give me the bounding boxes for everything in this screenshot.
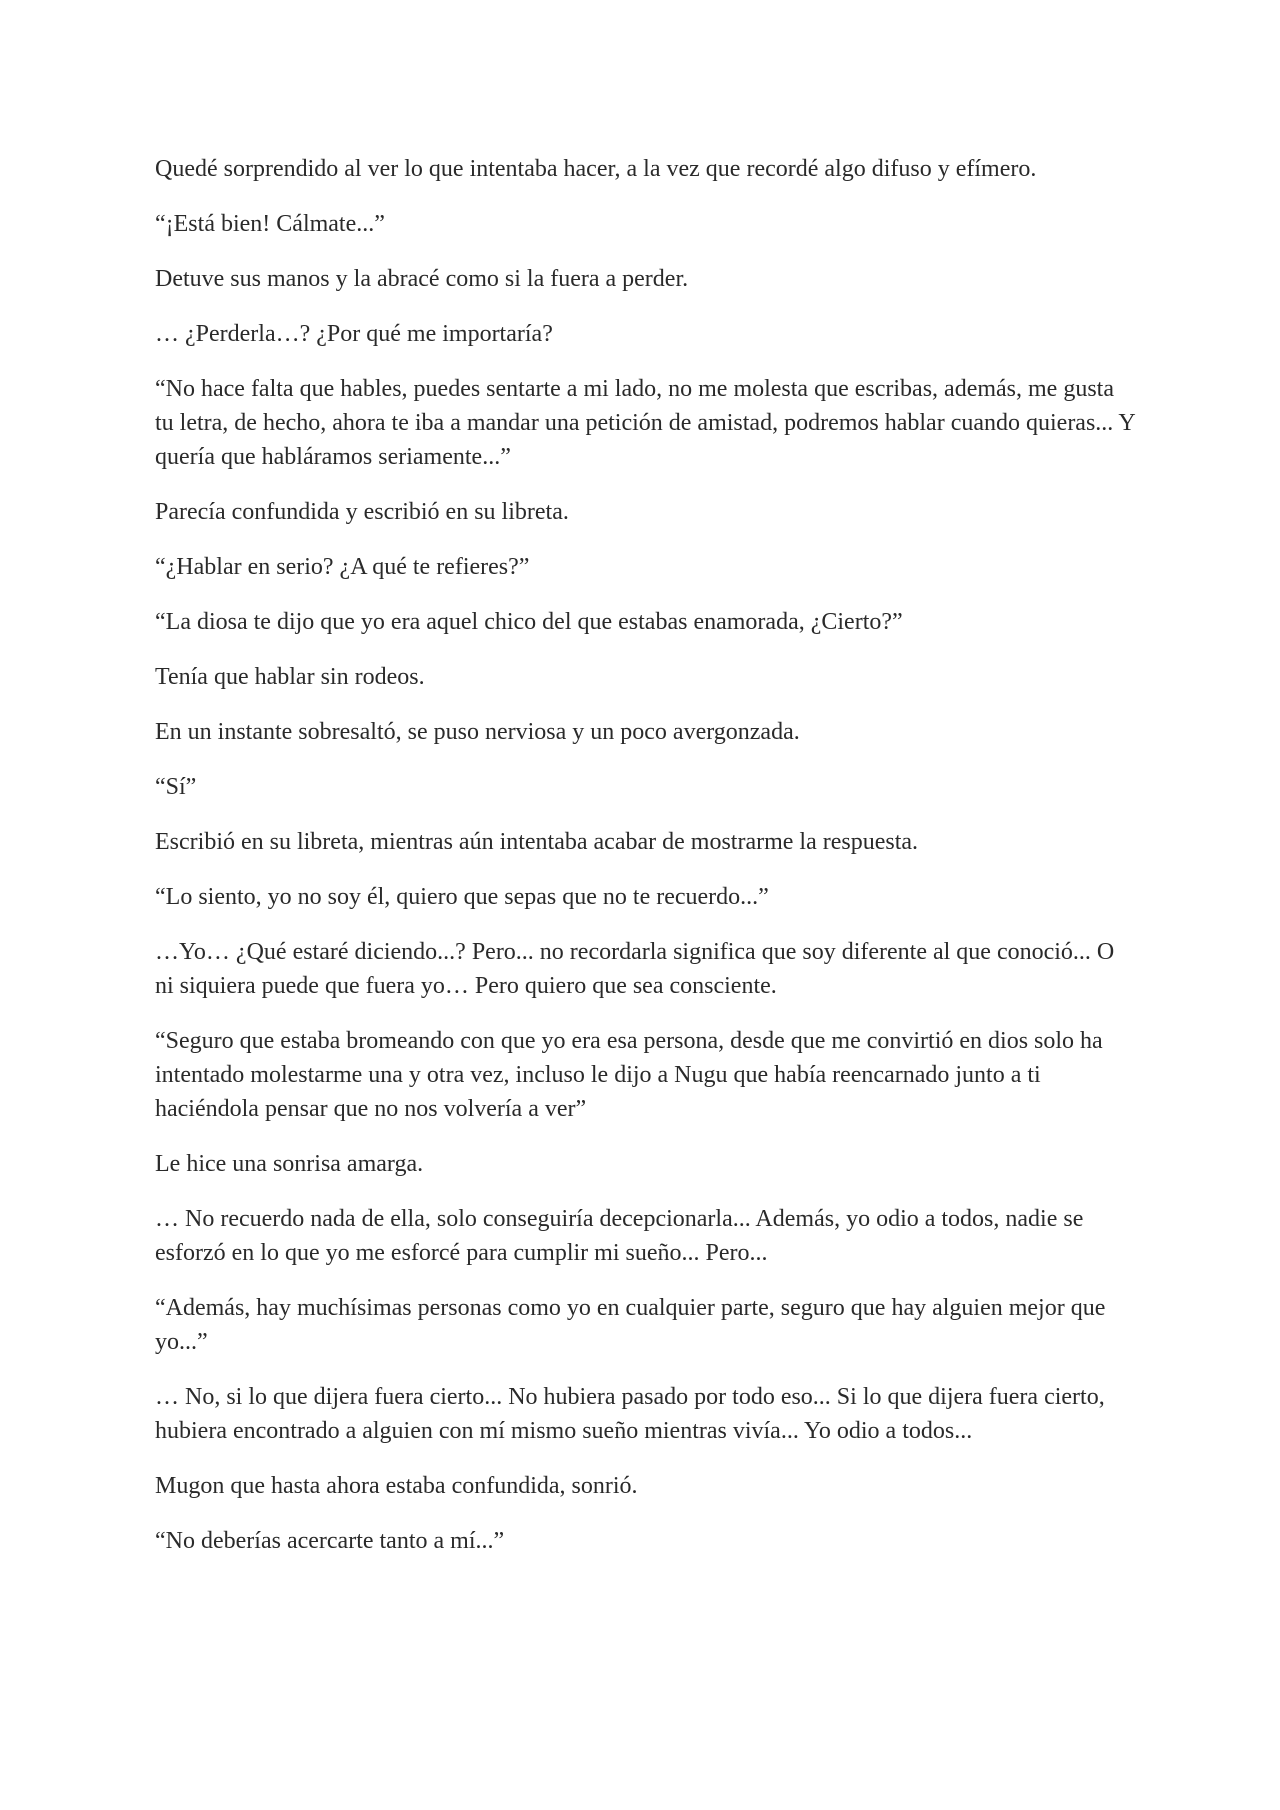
paragraph: Parecía confundida y escribió en su libreta. [155, 499, 569, 525]
paragraph: Mugon que hasta ahora estaba confundida, sonrió. [155, 1473, 638, 1499]
paragraph: Detuve sus manos y la abracé como si la fuera a perder. [155, 266, 689, 292]
paragraph: “Seguro que estaba bromeando con que yo era esa persona, desde que me convirtió en dios solo ha intentado molestarme una y otra vez, incluso le dijo a Nugu que había reencarnado junto a ti haciéndola pensar que no nos volvería a ver” [155, 1028, 1103, 1122]
paragraph: … No recuerdo nada de ella, solo conseguiría decepcionarla... Además, yo odio a todos, nadie se esforzó en lo que yo me esforcé para cumplir mi sueño... Pero... [155, 1206, 1084, 1266]
paragraph: “¡Está bien! Cálmate...” [155, 211, 385, 237]
paragraph: Tenía que hablar sin rodeos. [155, 664, 425, 690]
paragraph: … ¿Perderla…? ¿Por qué me importaría? [155, 321, 553, 347]
paragraph: Le hice una sonrisa amarga. [155, 1151, 424, 1177]
paragraph: “La diosa te dijo que yo era aquel chico del que estabas enamorada, ¿Cierto?” [155, 609, 903, 635]
paragraph: En un instante sobresaltó, se puso nerviosa y un poco avergonzada. [155, 719, 800, 745]
paragraph: “Además, hay muchísimas personas como yo en cualquier parte, seguro que hay alguien mejor que yo...” [155, 1295, 1106, 1355]
paragraph: … No, si lo que dijera fuera cierto... No hubiera pasado por todo eso... Si lo que dijera fuera cierto, hubiera encontrado a alguien con mí mismo sueño mientras vivía... Yo odio a todos... [155, 1384, 1105, 1444]
document-body [155, 152, 1135, 1579]
paragraph: “Lo siento, yo no soy él, quiero que sepas que no te recuerdo...” [155, 884, 769, 910]
paragraph: “No deberías acercarte tanto a mí...” [155, 1528, 505, 1554]
paragraph: Escribió en su libreta, mientras aún intentaba acabar de mostrarme la respuesta. [155, 829, 919, 855]
paragraph: “No hace falta que hables, puedes sentarte a mi lado, no me molesta que escribas, además, me gusta tu letra, de hecho, ahora te iba a mandar una petición de amistad, podremos hablar cuando quieras... Y quería que habláramos seriamente...” [155, 376, 1135, 470]
paragraph: …Yo… ¿Qué estaré diciendo...? Pero... no recordarla significa que soy diferente al que conoció... O ni siquiera puede que fuera yo… Pero quiero que sea consciente. [155, 939, 1115, 999]
paragraph: “¿Hablar en serio? ¿A qué te refieres?” [155, 554, 530, 580]
paragraph: Quedé sorprendido al ver lo que intentaba hacer, a la vez que recordé algo difuso y efímero. [155, 156, 1037, 182]
paragraph: “Sí” [155, 774, 197, 800]
